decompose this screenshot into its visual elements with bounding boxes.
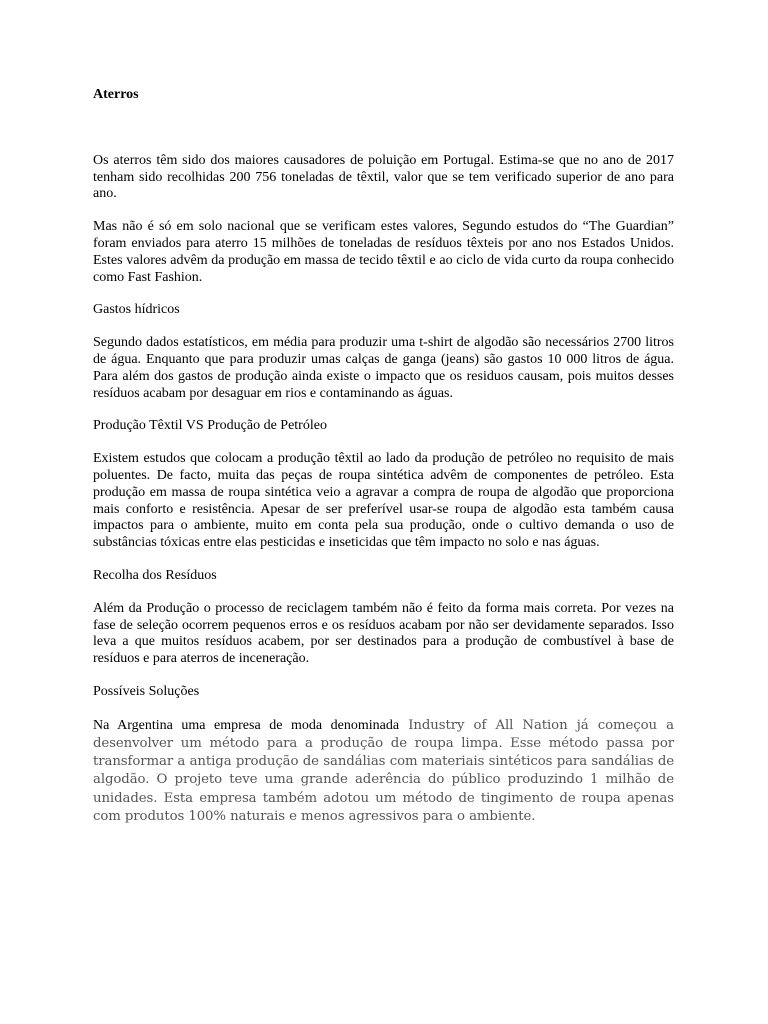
paragraph-gastos-hidricos: Segundo dados estatísticos, em média para produzir uma t-shirt de algodão são necessários 2700 litros de água. Enquanto que para produzir umas calças de ganga (jeans) são gastos 10 000 litros de água. Para além dos gastos de produção ainda existe o impacto que os residuos causam, pois muitos desses resíduos acabam por desaguar em rios e contaminando as águas. bbox=[93, 335, 674, 401]
section-heading-possiveis-solucoes: Possíveis Soluções bbox=[93, 683, 200, 699]
paragraph-recolha-residuos: Além da Produção o processo de reciclagem também não é feito da forma mais correta. Por vezes na fase de seleção ocorrem pequenos erros e os resíduos acabam por não ser devidamente separados. Isso leva a que muitos resíduos acabem, por ser destinados para a produção de combustível à base de resíduos e para aterros de inceneração. bbox=[93, 600, 674, 667]
paragraph-possiveis-solucoes bbox=[93, 717, 674, 826]
section-heading-recolha-residuos: Recolha dos Resíduos bbox=[93, 567, 217, 583]
section-heading-producao-textil: Produção Têxtil VS Produção de Petróleo bbox=[93, 418, 327, 434]
paragraph-lead-text: Na Argentina uma empresa de moda denominada bbox=[93, 717, 400, 733]
section-heading-gastos-hidricos: Gastos hídricos bbox=[93, 302, 180, 318]
paragraph-producao-textil: Existem estudos que colocam a produção têxtil ao lado da produção de petróleo no requisito de mais poluentes. De facto, muita das peças de roupa sintética advêm de componentes de petróleo. Esta produção em massa de roupa sintética veio a agravar a compra de roupa de algodão que proporciona mais conforto e resistência. Apesar de ser preferível usar-se roupa de algodão esta também causa impactos para o ambiente, muito em conta pela sua produção, onde o cultivo demanda o uso de substâncias tóxicas entre elas pesticidas e inseticidas que têm impacto no solo e nas águas. bbox=[93, 451, 674, 551]
document-title: Aterros bbox=[93, 87, 139, 102]
document-page bbox=[93, 87, 674, 826]
paragraph-aterros-2: Mas não é só em solo nacional que se verificam estes valores, Segundo estudos do “The Guardian” foram enviados para aterro 15 milhões de toneladas de resíduos têxteis por ano nos Estados Unidos. Estes valores advêm da produção em massa de tecido têxtil e ao ciclo de vida curto da roupa conhecido como Fast Fashion. bbox=[93, 219, 674, 285]
paragraph-aterros-1: Os aterros têm sido dos maiores causadores de poluição em Portugal. Estima-se que no ano de 2017 tenham sido recolhidas 200 756 toneladas de têxtil, valor que se tem verificado superior de ano para ano. bbox=[93, 152, 674, 202]
paragraph-rest-text: Industry of All Nation já começou a desenvolver um método para a produção de roupa limpa. Esse método passa por transformar a antiga produção de sandálias com materiais sintéticos para sandálias de algodão. O projeto teve uma grande aderência do público produzindo 1 milhão de unidades. Esta empresa também adotou um método de tingimento de roupa apenas com produtos 100% naturais e menos agressivos para o ambiente. bbox=[93, 717, 675, 824]
